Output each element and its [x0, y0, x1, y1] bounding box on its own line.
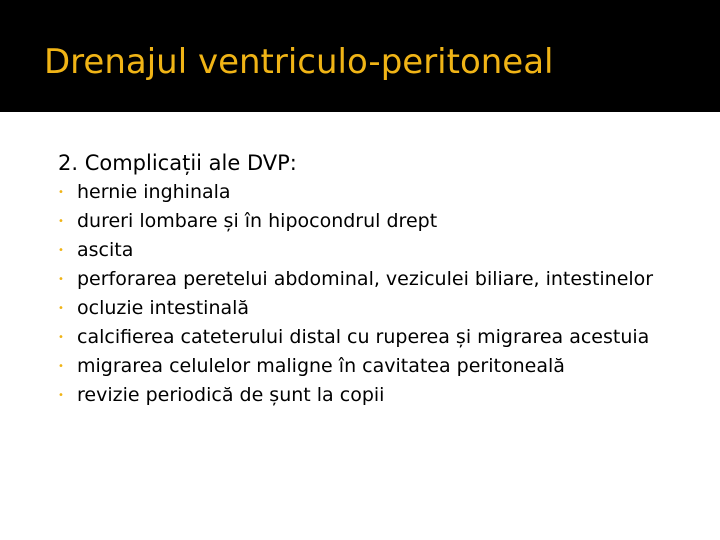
bullet-marker: •	[58, 187, 64, 198]
list-item	[58, 352, 698, 381]
list-item	[58, 207, 698, 236]
bullet-marker: •	[58, 245, 64, 256]
list-item-text: migrarea celulelor maligne în cavitatea peritoneală	[77, 355, 565, 377]
list-item-text: dureri lombare și în hipocondrul drept	[77, 210, 438, 232]
bullet-marker: •	[58, 303, 64, 314]
bullet-marker: •	[58, 274, 64, 285]
list-item-text: calcifierea cateterului distal cu ruperea și migrarea acestuia	[77, 326, 650, 348]
section-heading: 2. Complicații ale DVP:	[58, 151, 297, 175]
list-item	[58, 381, 698, 410]
list-item-text: revizie periodică de șunt la copii	[77, 384, 385, 406]
complications-list	[58, 178, 698, 410]
list-item-text: ocluzie intestinală	[77, 297, 250, 319]
list-item	[58, 178, 698, 207]
list-item-text: ascita	[77, 239, 134, 261]
bullet-marker: •	[58, 332, 64, 343]
bullet-marker: •	[58, 361, 64, 372]
list-item-text: hernie inghinala	[77, 181, 231, 203]
list-item	[58, 265, 698, 294]
bullet-marker: •	[58, 216, 64, 227]
slide-content	[58, 148, 698, 410]
bullet-marker: •	[58, 390, 64, 401]
slide-title: Drenajul ventriculo-peritoneal	[44, 42, 554, 82]
list-item	[58, 323, 698, 352]
list-item	[58, 294, 698, 323]
list-item-text: perforarea peretelui abdominal, veziculei biliare, intestinelor	[77, 268, 654, 290]
list-item	[58, 236, 698, 265]
title-bar	[0, 0, 720, 112]
